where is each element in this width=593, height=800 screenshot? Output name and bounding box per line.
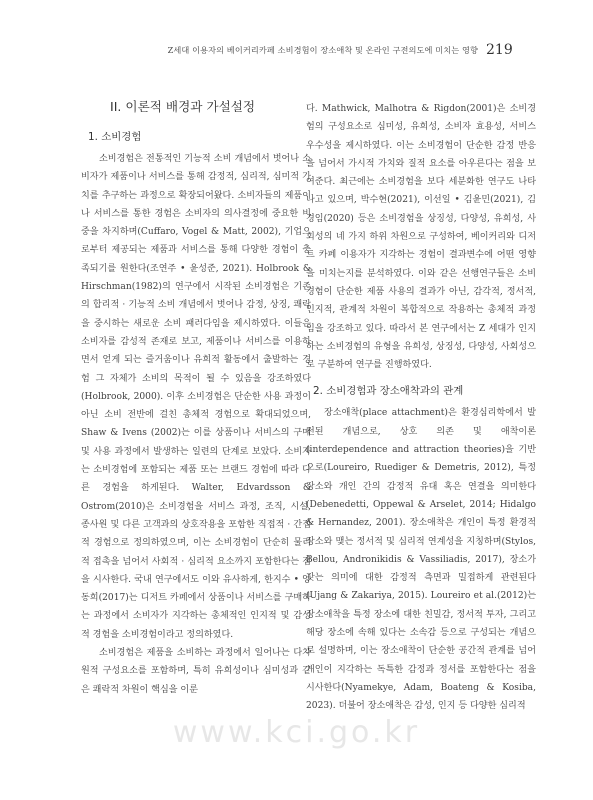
page-number: 219 [486, 42, 513, 58]
left-column [81, 100, 311, 699]
paragraph: 소비경험은 전통적인 기능적 소비 개념에서 벗어나 소비자가 제품이나 서비스를 통해 감정적, 심리적, 심미적 가치를 추구하는 과정으로 확장되어왔다. 소비자들의 제품이나 서비스를 통한 경험은 소비자의 의사결정에 중요한 비중을 차지하며(Cuffaro, Vogel & Matt, 2002), 기업으로부터 제공되는 제품과 서비스를 통해 다양한 경험이 충족되기를 원한다(조연주 • 윤성준, 2021). Holbrook & Hirschman(1982)의 연구에서 시작된 소비경험은 기존의 합리적 · 기능적 소비 개념에서 벗어나 감정, 상징, 쾌락을 중시하는 새로운 소비 패러다임을 제시하였다. 이들은 소비자를 감성적 존재로 보고, 제품이나 서비스를 이용하면서 얻게 되는 즐거움이나 유희적 활동에서 출발하는 경험 그 자체가 소비의 목적이 될 수 있음을 강조하였다(Holbrook, 2000). 이후 소비경험은 단순한 사용 과정이 아닌 소비 전반에 걸친 총체적 경험으로 확대되었으며, Shaw & Ivens (2002)는 이를 상품이나 서비스의 구매 및 사용 과정에서 발생하는 일련의 단계로 보았다. 소비자는 소비경험에 포함되는 제품 또는 브랜드 경험에 따라 다른 경험을 하게된다. Walter, Edvardsson & Ostrom(2010)은 소비경험을 서비스 과정, 조직, 시설, 종사원 및 다른 고객과의 상호작용을 포함한 직접적 · 간접적 경험으로 정의하였으며, 이는 소비경험이 단순히 물리적 접촉을 넘어서 사회적 · 심리적 요소까지 포함한다는 점을 시사한다. 국내 연구에서도 이와 유사하게, 한지수 • 양동희(2017)는 디저트 카페에서 상품이나 서비스를 구매하는 과정에서 소비자가 지각하는 총체적인 인지적 및 감성적 경험을 소비경험이라고 정의하였다. [81, 154, 311, 640]
subsection-title-consumption-experience: 1. 소비경험 [88, 131, 142, 143]
right-column [306, 100, 536, 716]
spacer [306, 374, 536, 382]
page-header [0, 44, 593, 64]
running-title: Z세대 이용자의 베이커리카페 소비경험이 장소애착 및 온라인 구전의도에 미치는 영향 [167, 45, 478, 55]
subsection-title-place-attachment: 2. 소비경험과 장소애착과의 관계 [313, 385, 464, 398]
section-title: II. 이론적 배경과 가설설정 [110, 99, 256, 114]
paragraph: 장소애착(place attachment)은 환경심리학에서 발전된 개념으로, 상호 의존 및 애착이론(interdependence and attraction theories)을 기반으로(Loureiro, Ruediger & Demetris, 2012), 특정 장소와 개인 간의 감정적 유대 혹은 연결을 의미한다(Debenedetti, Oppewal & Arselet, 2014; Hidalgo & Hernandez, 2001). 장소애착은 개인이 특정 환경적 장소와 맺는 정서적 및 심리적 연계성을 지칭하며(Stylos, Bellou, Andronikidis & Vassiliadis, 2017), 장소가 갖는 의미에 대한 감정적 측면과 밀접하게 관련된다(Ujang & Zakariya, 2015). Loureiro et al.(2012)는 장소애착을 특정 장소에 대한 친밀감, 정서적 투자, 그리고 해당 장소에 속해 있다는 소속감 등으로 구성되는 개념으로 설명하며, 이는 장소애착이 단순한 공간적 관계를 넘어 개인이 지각하는 독특한 감정과 정서를 포함한다는 점을 시사한다(Nyamekye, Adam, Boateng & Kosiba, 2023). 더불어 장소애착은 감성, 인지 등 다양한 심리적 [306, 408, 536, 712]
watermark: www.kci.go.kr [172, 715, 421, 750]
paragraph: 소비경험은 제품을 소비하는 과정에서 일어나는 다차원적 구성요소를 포함하며, 특히 유희성이나 심미성과 같은 쾌락적 차원이 핵심을 이룬 [81, 648, 311, 695]
paragraph: 다. Mathwick, Malhotra & Rigdon(2001)은 소비경험의 구성요소로 심미성, 유희성, 소비자 효용성, 서비스 우수성을 제시하였다. 이는 소비경험이 단순한 감정 반응을 넘어서 가시적 가치와 질적 요소를 아우른다는 점을 보여준다. 최근에는 소비경험을 보다 세분화한 연구도 나타나고 있으며, 박수현(2021), 이선일 • 김윤민(2021), 김경임(2020) 등은 소비경험을 상징성, 다양성, 유희성, 사회성의 네 가지 하위 차원으로 구성하여, 베이커리와 디저트 카페 이용자가 지각하는 경험이 결과변수에 어떤 영향을 미치는지를 분석하였다. 이와 같은 선행연구들은 소비경험이 단순한 제품 사용의 결과가 아닌, 감각적, 정서적, 인지적, 관계적 차원이 복합적으로 작용하는 총체적 과정임을 강조하고 있다. 따라서 본 연구에서는 Z 세대가 인지하는 소비경험의 유형을 유희성, 상징성, 다양성, 사회성으로 구분하여 연구를 진행하였다. [306, 104, 536, 371]
